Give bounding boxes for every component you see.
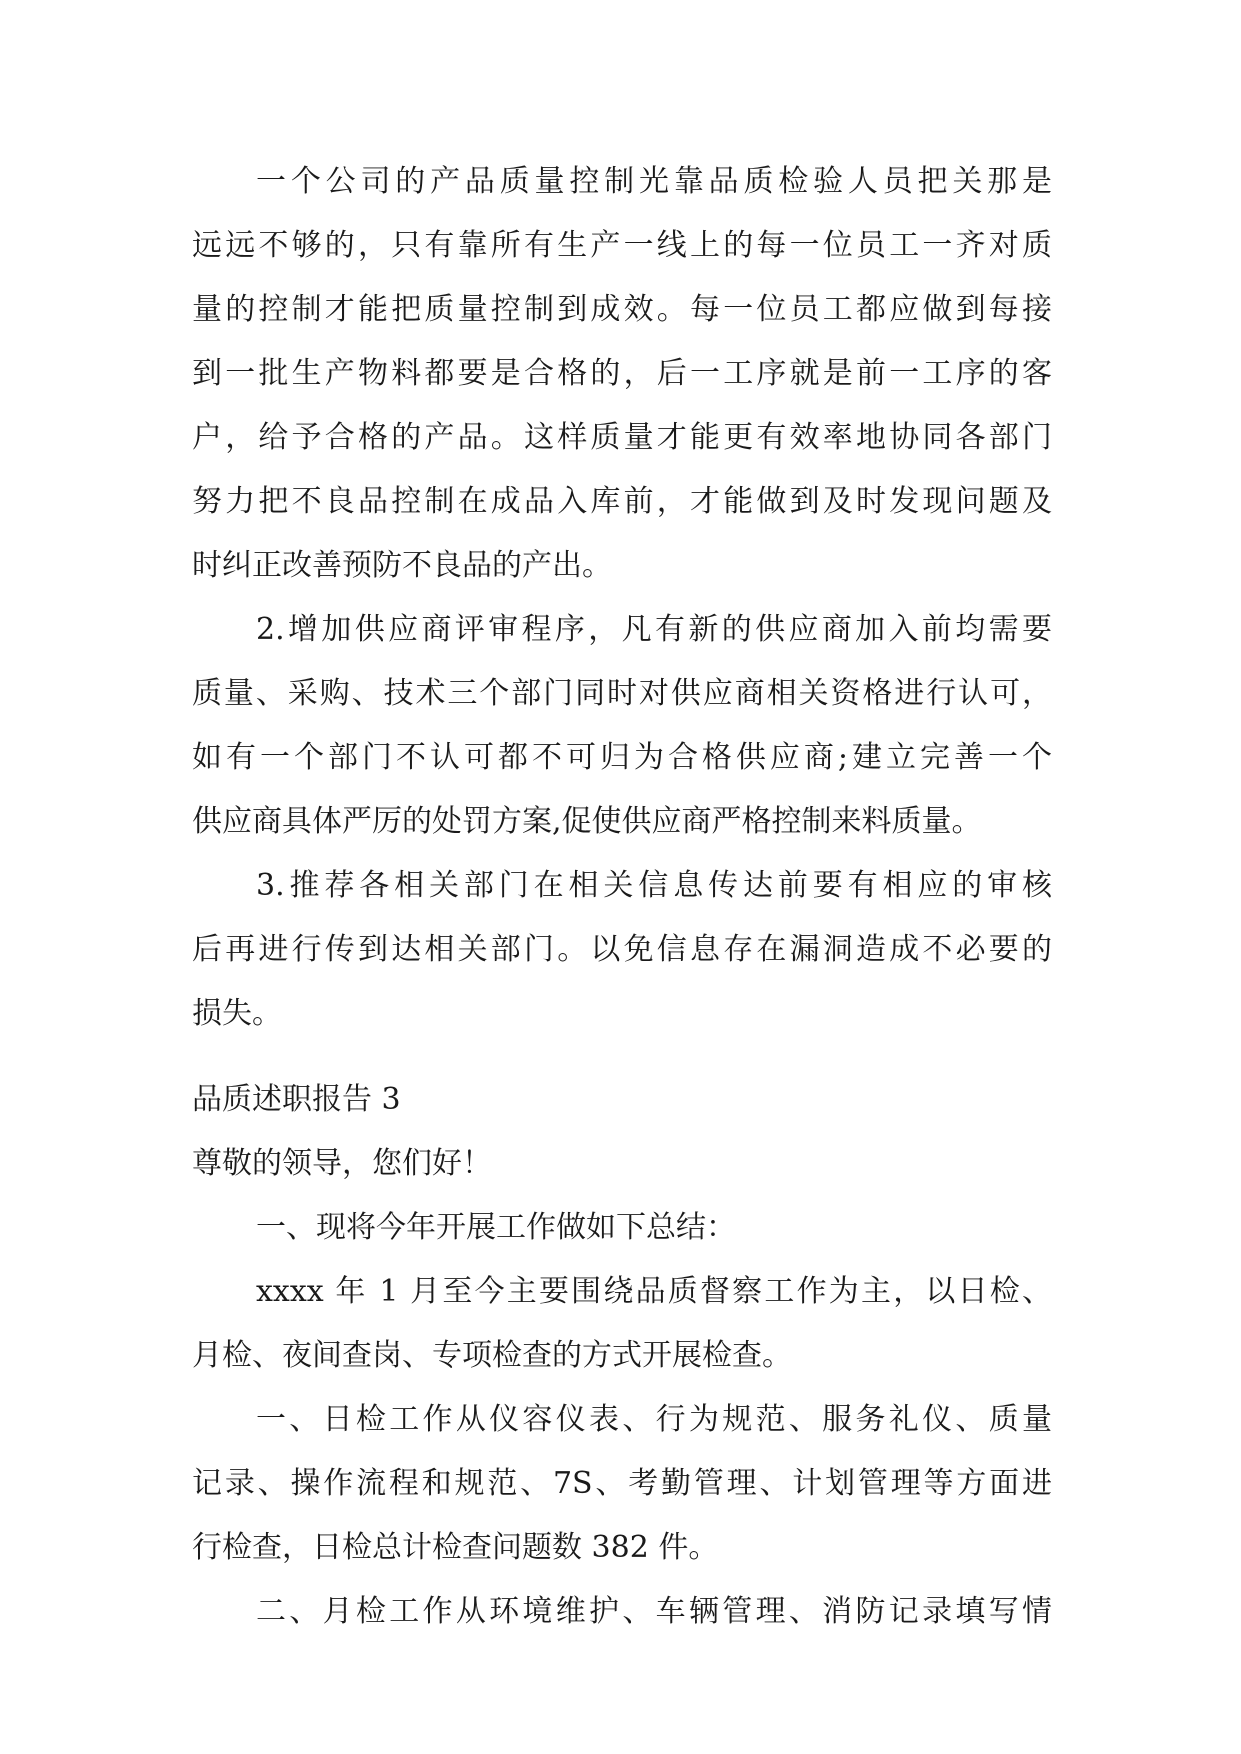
text-line: 到一批生产物料都要是合格的，后一工序就是前一工序的客	[192, 356, 1052, 391]
paragraph	[192, 1260, 1052, 1388]
text-line: 量的控制才能把质量控制到成效。每一位员工都应做到每接	[192, 292, 1052, 327]
paragraph	[192, 598, 1052, 854]
paragraph	[192, 1388, 1052, 1580]
text-line: 户，给予合格的产品。这样质量才能更有效率地协同各部门	[192, 420, 1052, 455]
text-line: 一个公司的产品质量控制光靠品质检验人员把关那是	[256, 164, 1052, 199]
text-line: 努力把不良品控制在成品入库前，才能做到及时发现问题及	[192, 484, 1052, 519]
paragraph	[192, 854, 1052, 1046]
text-line: 损失。	[192, 996, 282, 1031]
text-line: 一、日检工作从仪容仪表、行为规范、服务礼仪、质量	[256, 1402, 1052, 1437]
text-line: xxxx 年 1 月至今主要围绕品质督察工作为主，以日检、	[256, 1274, 1052, 1309]
text-line: 月检、夜间查岗、专项检查的方式开展检查。	[192, 1338, 792, 1373]
paragraph	[192, 1580, 1052, 1644]
text-line: 后再进行传到达相关部门。以免信息存在漏洞造成不必要的	[192, 932, 1052, 967]
document-page	[192, 150, 1052, 1644]
text-line: 3.推荐各相关部门在相关信息传达前要有相应的审核	[256, 868, 1052, 903]
text-line: 二、月检工作从环境维护、车辆管理、消防记录填写情	[256, 1594, 1052, 1629]
section-heading: 一、现将今年开展工作做如下总结：	[256, 1210, 736, 1245]
text-line: 远远不够的，只有靠所有生产一线上的每一位员工一齐对质	[192, 228, 1052, 263]
text-line: 2.增加供应商评审程序，凡有新的供应商加入前均需要	[256, 612, 1052, 647]
text-line: 行检查，日检总计检查问题数 382 件。	[192, 1530, 719, 1565]
section-spacer	[192, 1046, 1052, 1068]
text-line: 如有一个部门不认可都不可归为合格供应商;建立完善一个	[192, 740, 1052, 775]
text-line: 时纠正改善预防不良品的产出。	[192, 548, 612, 583]
salutation: 尊敬的领导，您们好！	[192, 1146, 492, 1181]
paragraph	[192, 150, 1052, 598]
text-line: 记录、操作流程和规范、7S、考勤管理、计划管理等方面进	[192, 1466, 1052, 1501]
text-line: 供应商具体严厉的处罚方案,促使供应商严格控制来料质量。	[192, 804, 982, 839]
text-line: 质量、采购、技术三个部门同时对供应商相关资格进行认可，	[192, 676, 1052, 711]
report-title: 品质述职报告 3	[192, 1082, 401, 1117]
